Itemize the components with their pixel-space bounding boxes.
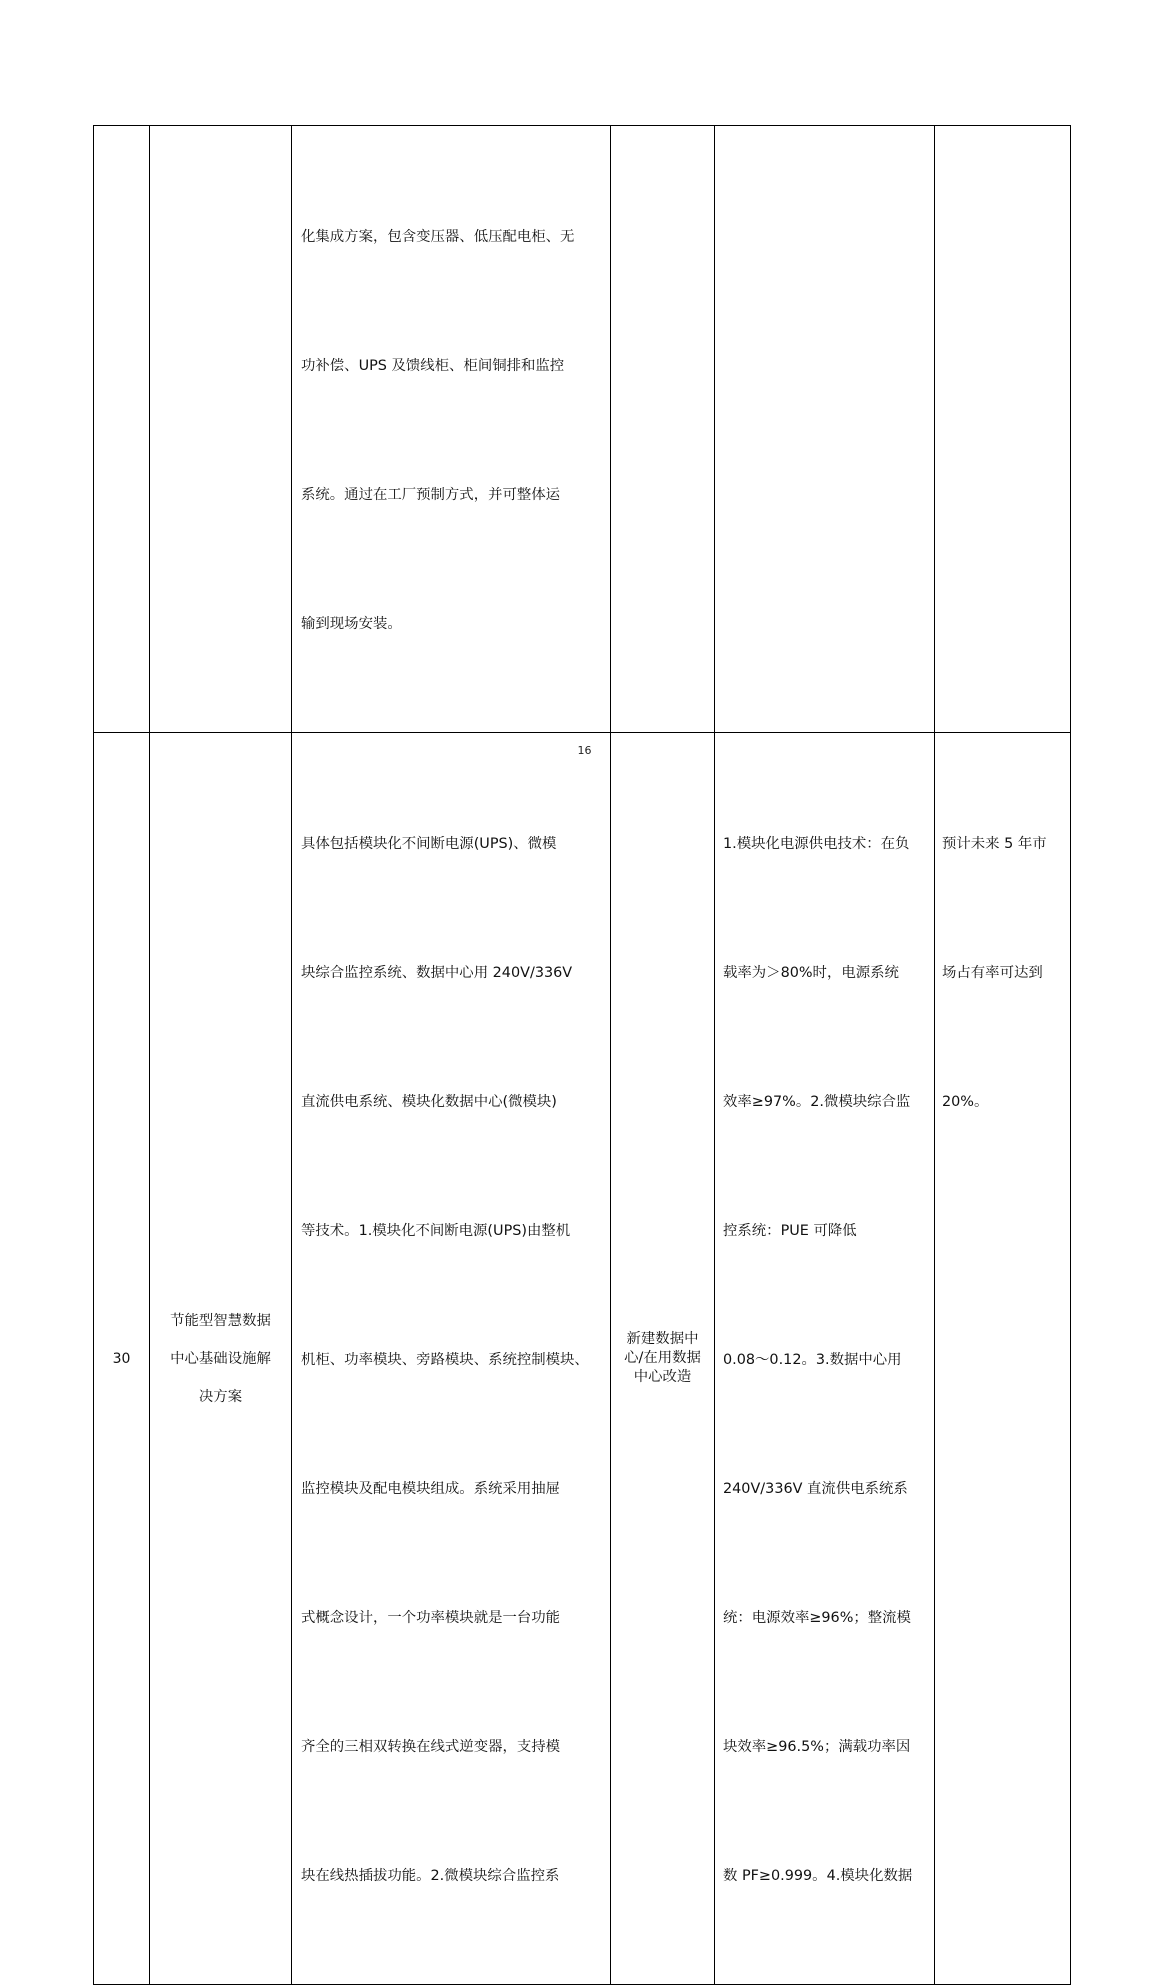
cell-scope: [611, 733, 715, 1985]
application-scope: [624, 1330, 701, 1387]
text-line: 240V/336V 直流供电系统系: [723, 1481, 908, 1497]
cell-number: [94, 733, 150, 1985]
text-line: 载率为＞80%时，电源系统: [723, 965, 899, 981]
text-line: 场占有率可达到: [942, 965, 1043, 981]
text-line: 统：电源效率≥96%；整流模: [723, 1610, 911, 1626]
text-line: 20%。: [942, 1094, 989, 1110]
text-line: 1.模块化电源供电技术：在负: [723, 836, 910, 852]
cell-scope: [611, 126, 715, 733]
text-line: 数 PF≥0.999。4.模块化数据: [723, 1868, 913, 1884]
text-line: 0.08～0.12。3.数据中心用: [723, 1352, 902, 1368]
text-line: 节能型智慧数据: [170, 1312, 271, 1329]
row-number: 30: [112, 1350, 131, 1367]
cell-performance: [715, 733, 935, 1985]
text-line: 输到现场安装。: [301, 616, 402, 632]
text-line: 等技术。1.模块化不间断电源(UPS)由整机: [301, 1223, 571, 1239]
cell-market: [935, 733, 1071, 1985]
text-line: 式概念设计，一个功率模块就是一台功能: [301, 1610, 561, 1626]
table-row-30: [94, 733, 1071, 1985]
text-line: 效率≥97%。2.微模块综合监: [723, 1094, 911, 1110]
technology-name: [170, 1302, 271, 1416]
text-line: 中心基础设施解: [170, 1350, 271, 1367]
text-line: 具体包括模块化不间断电源(UPS)、微模: [301, 836, 557, 852]
text-line: 系统。通过在工厂预制方式，并可整体运: [301, 487, 561, 503]
text-line: 机柜、功率模块、旁路模块、系统控制模块、: [301, 1352, 589, 1368]
text-line: 心/在用数据: [624, 1350, 701, 1366]
technology-table: [93, 125, 1071, 1985]
text-line: 直流供电系统、模块化数据中心(微模块): [301, 1094, 557, 1110]
cell-description: [292, 733, 611, 1985]
text-line: 块在线热插拔功能。2.微模块综合监控系: [301, 1868, 560, 1884]
cell-market: [935, 126, 1071, 733]
cell-description: [292, 126, 611, 733]
text-line: 预计未来 5 年市: [942, 836, 1047, 852]
text-line: 监控模块及配电模块组成。系统采用抽屉: [301, 1481, 561, 1497]
text-line: 控系统：PUE 可降低: [723, 1223, 857, 1239]
table-row-continuation: [94, 126, 1071, 733]
text-line: 新建数据中: [626, 1331, 699, 1347]
cell-performance: [715, 126, 935, 733]
text-line: 功补偿、UPS 及馈线柜、柜间铜排和监控: [301, 358, 565, 374]
text-line: 化集成方案，包含变压器、低压配电柜、无: [301, 229, 575, 245]
text-line: 块效率≥96.5%；满载功率因: [723, 1739, 911, 1755]
cell-name: [150, 733, 292, 1985]
text-line: 块综合监控系统、数据中心用 240V/336V: [301, 965, 573, 981]
page-number: 16: [577, 744, 592, 757]
cell-name: [150, 126, 292, 733]
text-line: 决方案: [198, 1388, 243, 1405]
text-line: 齐全的三相双转换在线式逆变器，支持模: [301, 1739, 561, 1755]
cell-number: [94, 126, 150, 733]
text-line: 中心改造: [633, 1369, 692, 1385]
